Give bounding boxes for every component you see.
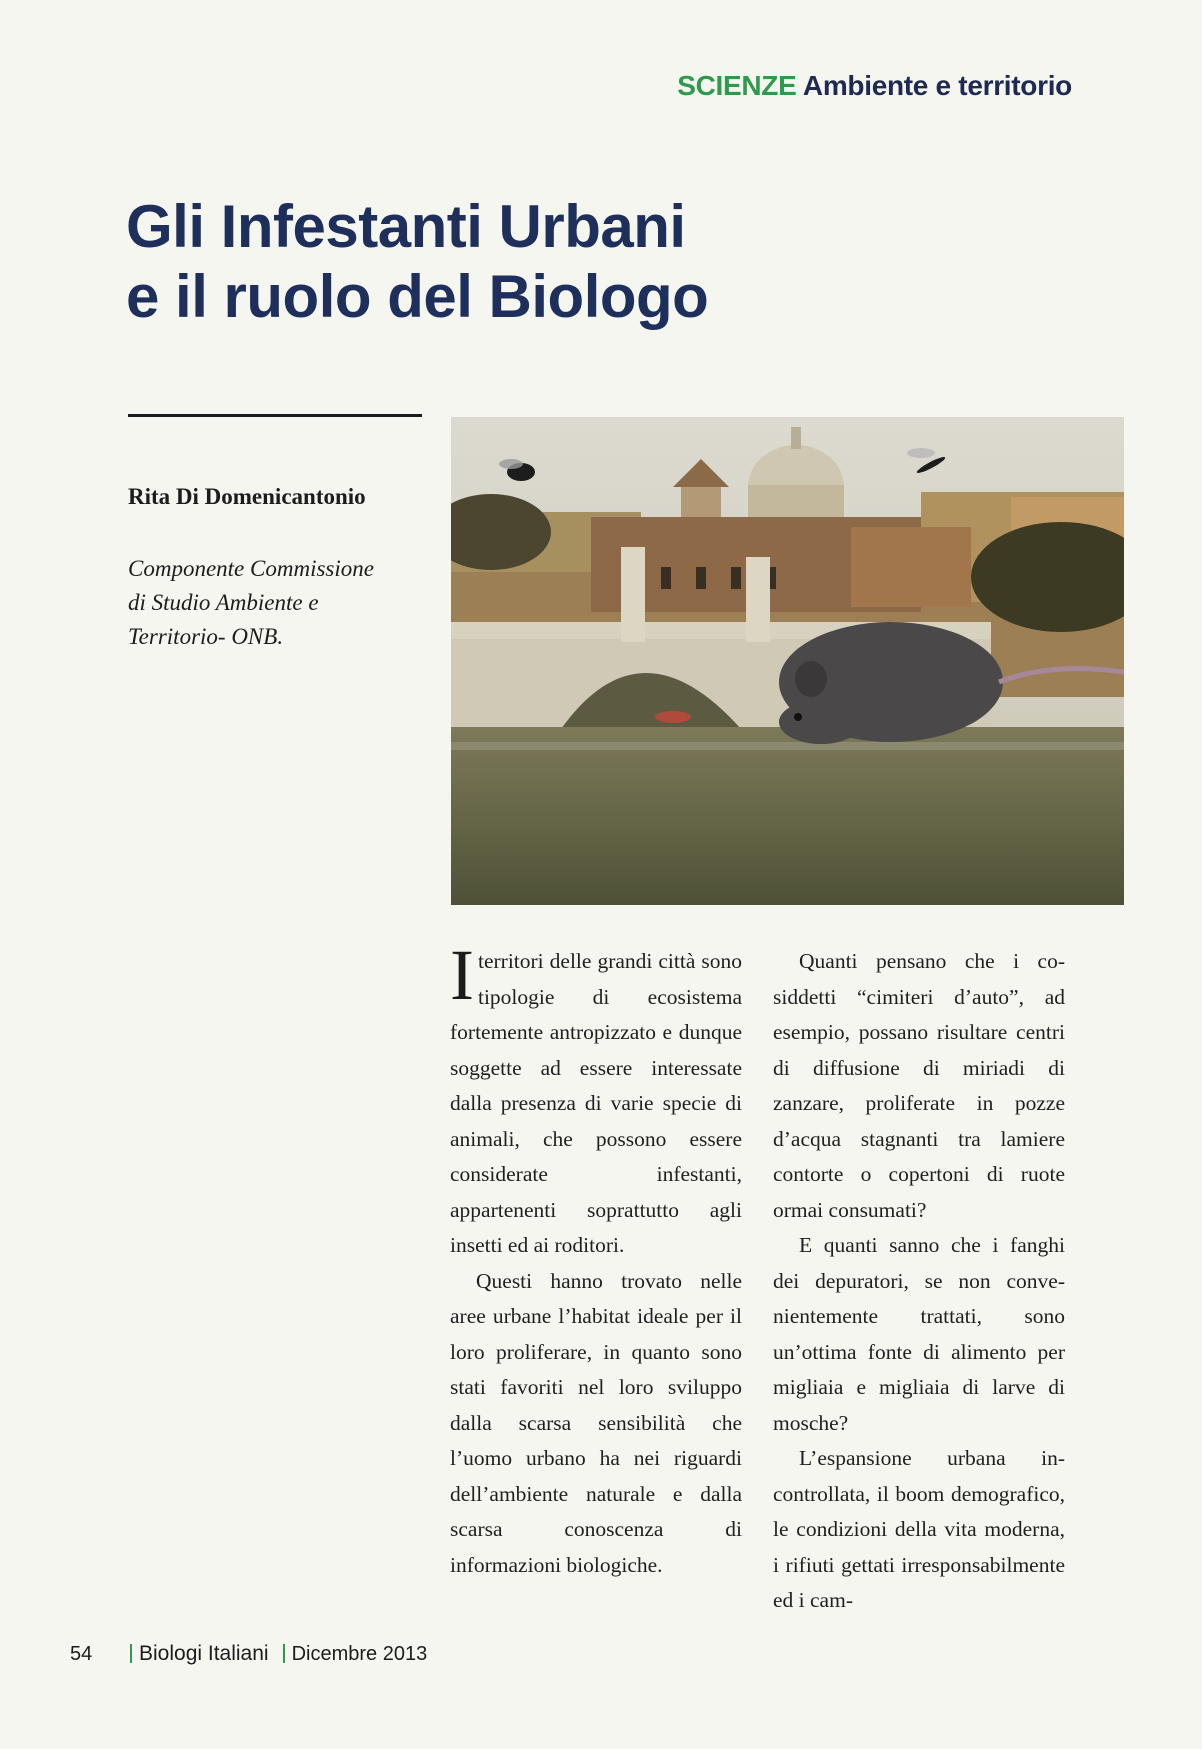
author-affiliation (128, 552, 428, 654)
footer-divider (130, 1644, 132, 1663)
section-label: SCIENZE (677, 70, 797, 101)
page-number: 54 (70, 1643, 93, 1665)
drop-cap: I (450, 935, 474, 1015)
section-header (677, 70, 1072, 102)
article-title-line-1: Gli Infestanti Urbani (126, 193, 686, 260)
paragraph: Questi hanno trovato nelle aree urbane l’habitat ideale per il loro proliferare, in quanto sono stati favoriti nel loro sviluppo dalla scarsa sensibilità che l’uomo urbano ha nei riguardi dell’ambiente naturale e dalla scarsa conoscenza di informazioni biologiche. (450, 1268, 742, 1577)
author-name: Rita Di Domenicantonio (128, 484, 366, 509)
paragraph: E quanti sanno che i fanghi dei depuratori, se non convenientemente trattati, sono un’ottima fonte di alimento per migliaia e migliaia di larve di mosche? (773, 1233, 1065, 1435)
paragraph: L’espansione urbana incontrollata, il boom demografico, le condizioni della vita moderna, i rifiuti gettati irresponsabilmente ed i cam- (773, 1446, 1065, 1612)
title-divider (128, 414, 422, 417)
affiliation-line-2: di Studio Ambiente e (128, 590, 319, 615)
paragraph (450, 935, 742, 1264)
article-title (126, 192, 786, 332)
issue-date: Dicembre 2013 (291, 1643, 428, 1665)
subsection-label: Ambiente e territorio (802, 70, 1072, 101)
affiliation-line-3: Territorio- ONB. (128, 624, 284, 649)
paragraph: Quanti pensano che i cosiddetti “cimiteri d’auto”, ad esempio, possano risultare centri di diffusione di miriadi di zanzare, proliferate in pozze d’acqua stagnanti tra lamiere contorte o copertoni di ruote ormai consumati? (773, 949, 1065, 1222)
text-column-2 (773, 944, 1065, 1619)
article-title-line-2: e il ruolo del Biologo (126, 263, 709, 330)
page-footer (70, 1642, 427, 1666)
paragraph-text: territori delle grandi città sono tipologie di ecosistema fortemente antropizzato e dunque soggette ad essere interessate dalla presenza di varie specie di animali, che possono essere considerate infestanti, appartenenti soprattutto agli insetti ed ai roditori. (450, 949, 742, 1257)
magazine-name: Biologi Italiani (139, 1642, 269, 1665)
footer-divider (283, 1644, 285, 1663)
article-illustration (451, 417, 1124, 905)
affiliation-line-1: Componente Commissione (128, 556, 374, 581)
text-column-1 (450, 935, 742, 1583)
